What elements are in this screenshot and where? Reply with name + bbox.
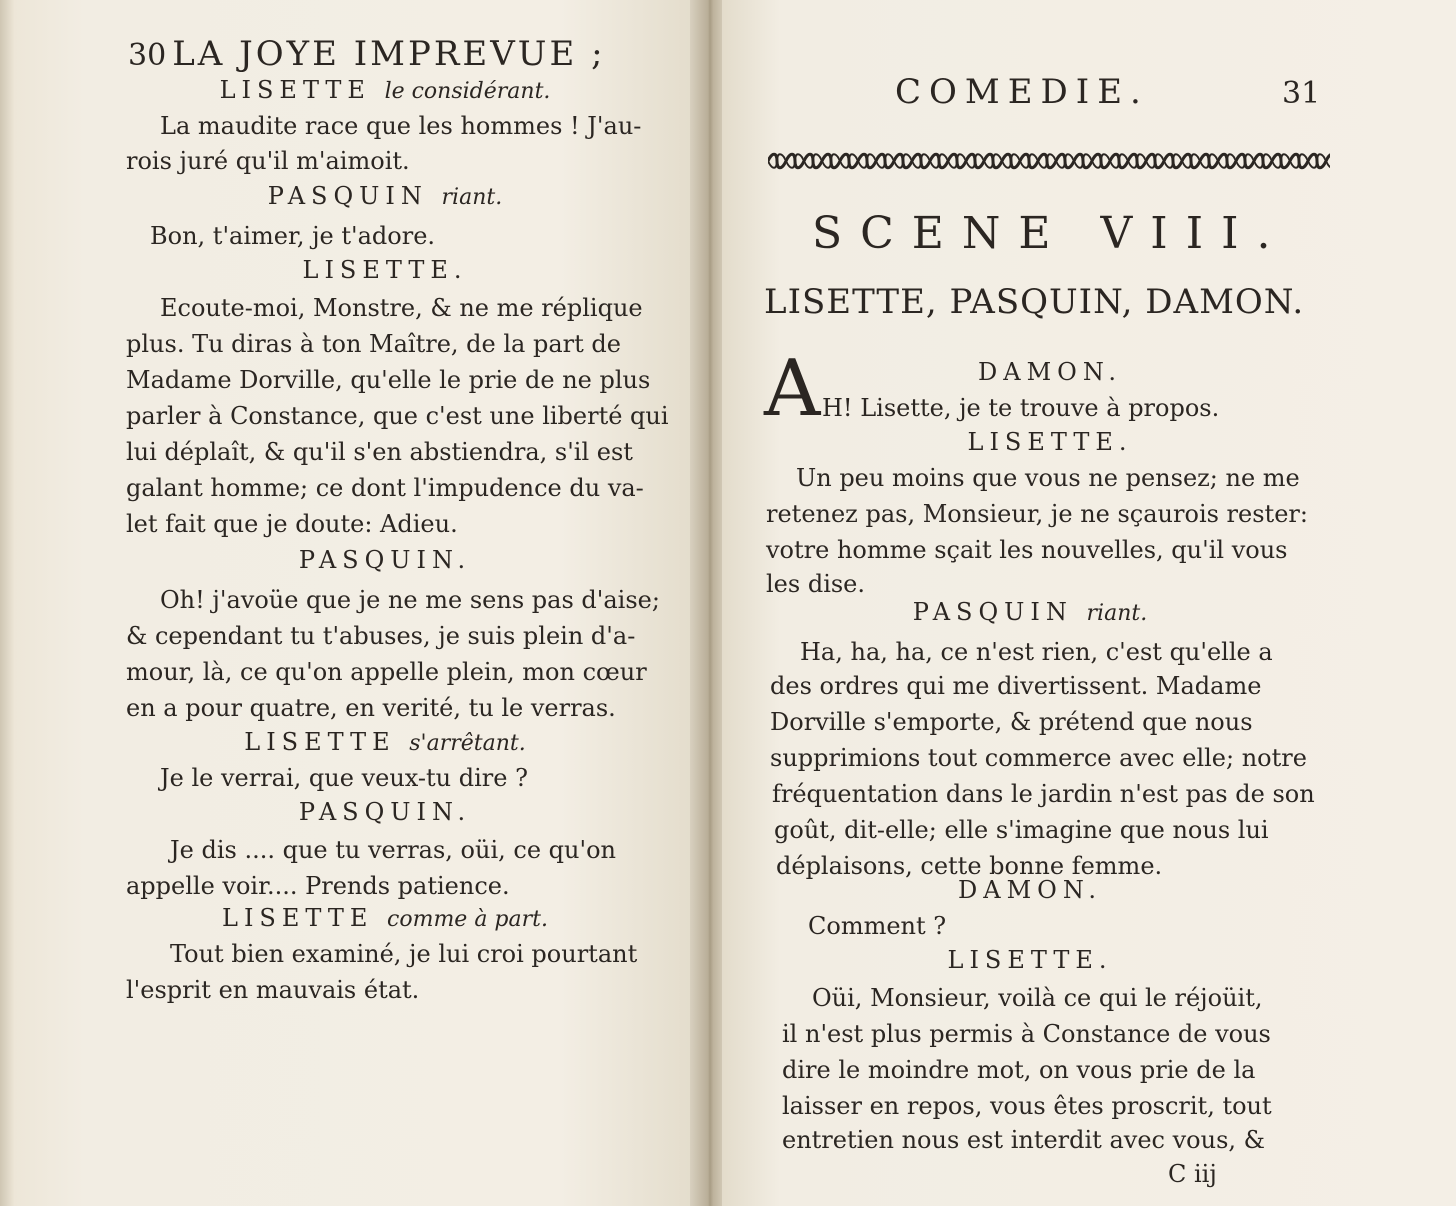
show-through-smudge — [520, 190, 529, 223]
text-line: Je le verrai, que veux-tu dire ? — [160, 764, 528, 792]
text-line: des ordres qui me divertissent. Madame — [770, 672, 1262, 700]
speaker-heading — [150, 546, 620, 574]
speaker-name: LISETTE. — [947, 946, 1113, 974]
text-line: H! Lisette, je te trouve à propos. — [822, 394, 1220, 422]
text-line: appelle voir.... Prends patience. — [126, 872, 510, 900]
speaker-name: DAMON. — [958, 876, 1102, 904]
speaker-name: LISETTE — [219, 76, 371, 104]
text-line: La maudite race que les hommes ! J'au- — [160, 112, 642, 140]
text-line: Oh! j'avoüe que je ne me sens pas d'aise; — [160, 586, 660, 614]
text-line: Oüi, Monsieur, voilà ce qui le réjoüit, — [812, 984, 1263, 1012]
speaker-heading — [150, 76, 620, 104]
text-line: rois juré qu'il m'aimoit. — [126, 147, 410, 175]
text-line: dire le moindre mot, on vous prie de la — [782, 1056, 1256, 1084]
speaker-name: PASQUIN — [267, 182, 428, 210]
speaker-heading — [840, 876, 1220, 904]
speaker-heading — [800, 598, 1260, 626]
text-line: parler à Constance, que c'est une liberté qui — [126, 402, 669, 430]
speaker-heading — [150, 256, 620, 284]
speaker-heading — [840, 946, 1220, 974]
speaker-name: PASQUIN — [912, 598, 1073, 626]
scene-title: SCENE VIII. — [812, 208, 1289, 259]
stage-direction: comme à part. — [387, 907, 548, 932]
text-line: lui déplaît, & qu'il s'en abstiendra, s'il est — [126, 438, 633, 466]
text-line: Bon, t'aimer, je t'adore. — [150, 222, 436, 250]
speaker-name: DAMON. — [978, 358, 1122, 386]
signature-mark: C iij — [1168, 1160, 1217, 1188]
speaker-name: PASQUIN. — [298, 798, 472, 826]
speaker-heading — [840, 428, 1260, 456]
text-line: déplaisons, cette bonne femme. — [776, 852, 1163, 880]
left-page-number: 30 — [128, 38, 167, 73]
text-line: Un peu moins que vous ne pensez; ne me — [796, 464, 1300, 492]
text-line: Dorville s'emporte, & prétend que nous — [770, 708, 1253, 736]
text-line: fréquentation dans le jardin n'est pas de son — [772, 780, 1315, 808]
text-line: supprimions tout commerce avec elle; notre — [770, 744, 1307, 772]
speaker-name: LISETTE. — [302, 256, 468, 284]
text-line: Je dis .... que tu verras, oüi, ce qu'on — [170, 836, 616, 864]
page-edge — [0, 0, 14, 1206]
speaker-heading — [840, 358, 1260, 386]
text-line: Ha, ha, ha, ce n'est rien, c'est qu'elle a — [800, 638, 1273, 666]
text-line: goût, dit-elle; elle s'imagine que nous lui — [774, 816, 1269, 844]
text-line: il n'est plus permis à Constance de vous — [782, 1020, 1271, 1048]
speaker-heading — [150, 798, 620, 826]
stage-direction: le considérant. — [384, 79, 551, 104]
text-line: en a pour quatre, en verité, tu le verras. — [126, 694, 616, 722]
speaker-heading — [150, 728, 620, 756]
text-line: & cependant tu t'abuses, je suis plein d'a- — [126, 622, 636, 650]
text-line: Ecoute-moi, Monstre, & ne me réplique — [160, 294, 643, 322]
text-line: plus. Tu diras à ton Maître, de la part de — [126, 330, 621, 358]
speaker-name: LISETTE — [244, 728, 396, 756]
right-page-number: 31 — [1282, 76, 1321, 111]
text-line: l'esprit en mauvais état. — [126, 976, 420, 1004]
speaker-heading — [150, 904, 620, 932]
speaker-heading — [150, 182, 620, 210]
stage-direction: riant. — [441, 185, 503, 210]
drop-cap: A — [764, 344, 821, 434]
speaker-name: PASQUIN. — [298, 546, 472, 574]
left-running-title: LA JOYE IMPREVUE ; — [172, 34, 606, 74]
left-page — [0, 0, 700, 1206]
text-line: retenez pas, Monsieur, je ne sçaurois rester: — [766, 500, 1308, 528]
text-line: let fait que je doute: Adieu. — [126, 510, 458, 538]
text-line: les dise. — [766, 570, 866, 598]
stage-direction: riant. — [1086, 601, 1148, 626]
left-running-head — [128, 34, 606, 74]
text-line: mour, là, ce qu'on appelle plein, mon cœur — [126, 658, 647, 686]
ornament-rule — [768, 148, 1330, 174]
text-line: laisser en repos, vous êtes proscrit, tout — [782, 1092, 1272, 1120]
text-line: votre homme sçait les nouvelles, qu'il vous — [766, 536, 1288, 564]
stage-direction: s'arrêtant. — [409, 731, 526, 756]
text-line: Comment ? — [808, 912, 947, 940]
text-line: Tout bien examiné, je lui croi pourtant — [170, 940, 638, 968]
text-line: entretien nous est interdit avec vous, & — [782, 1126, 1265, 1154]
scene-characters: LISETTE, PASQUIN, DAMON. — [764, 282, 1305, 322]
right-running-head: COMEDIE. — [895, 72, 1149, 112]
speaker-name: LISETTE — [222, 904, 374, 932]
speaker-name: LISETTE. — [967, 428, 1133, 456]
text-line: Madame Dorville, qu'elle le prie de ne plus — [126, 366, 651, 394]
text-line: galant homme; ce dont l'impudence du va- — [126, 474, 644, 502]
